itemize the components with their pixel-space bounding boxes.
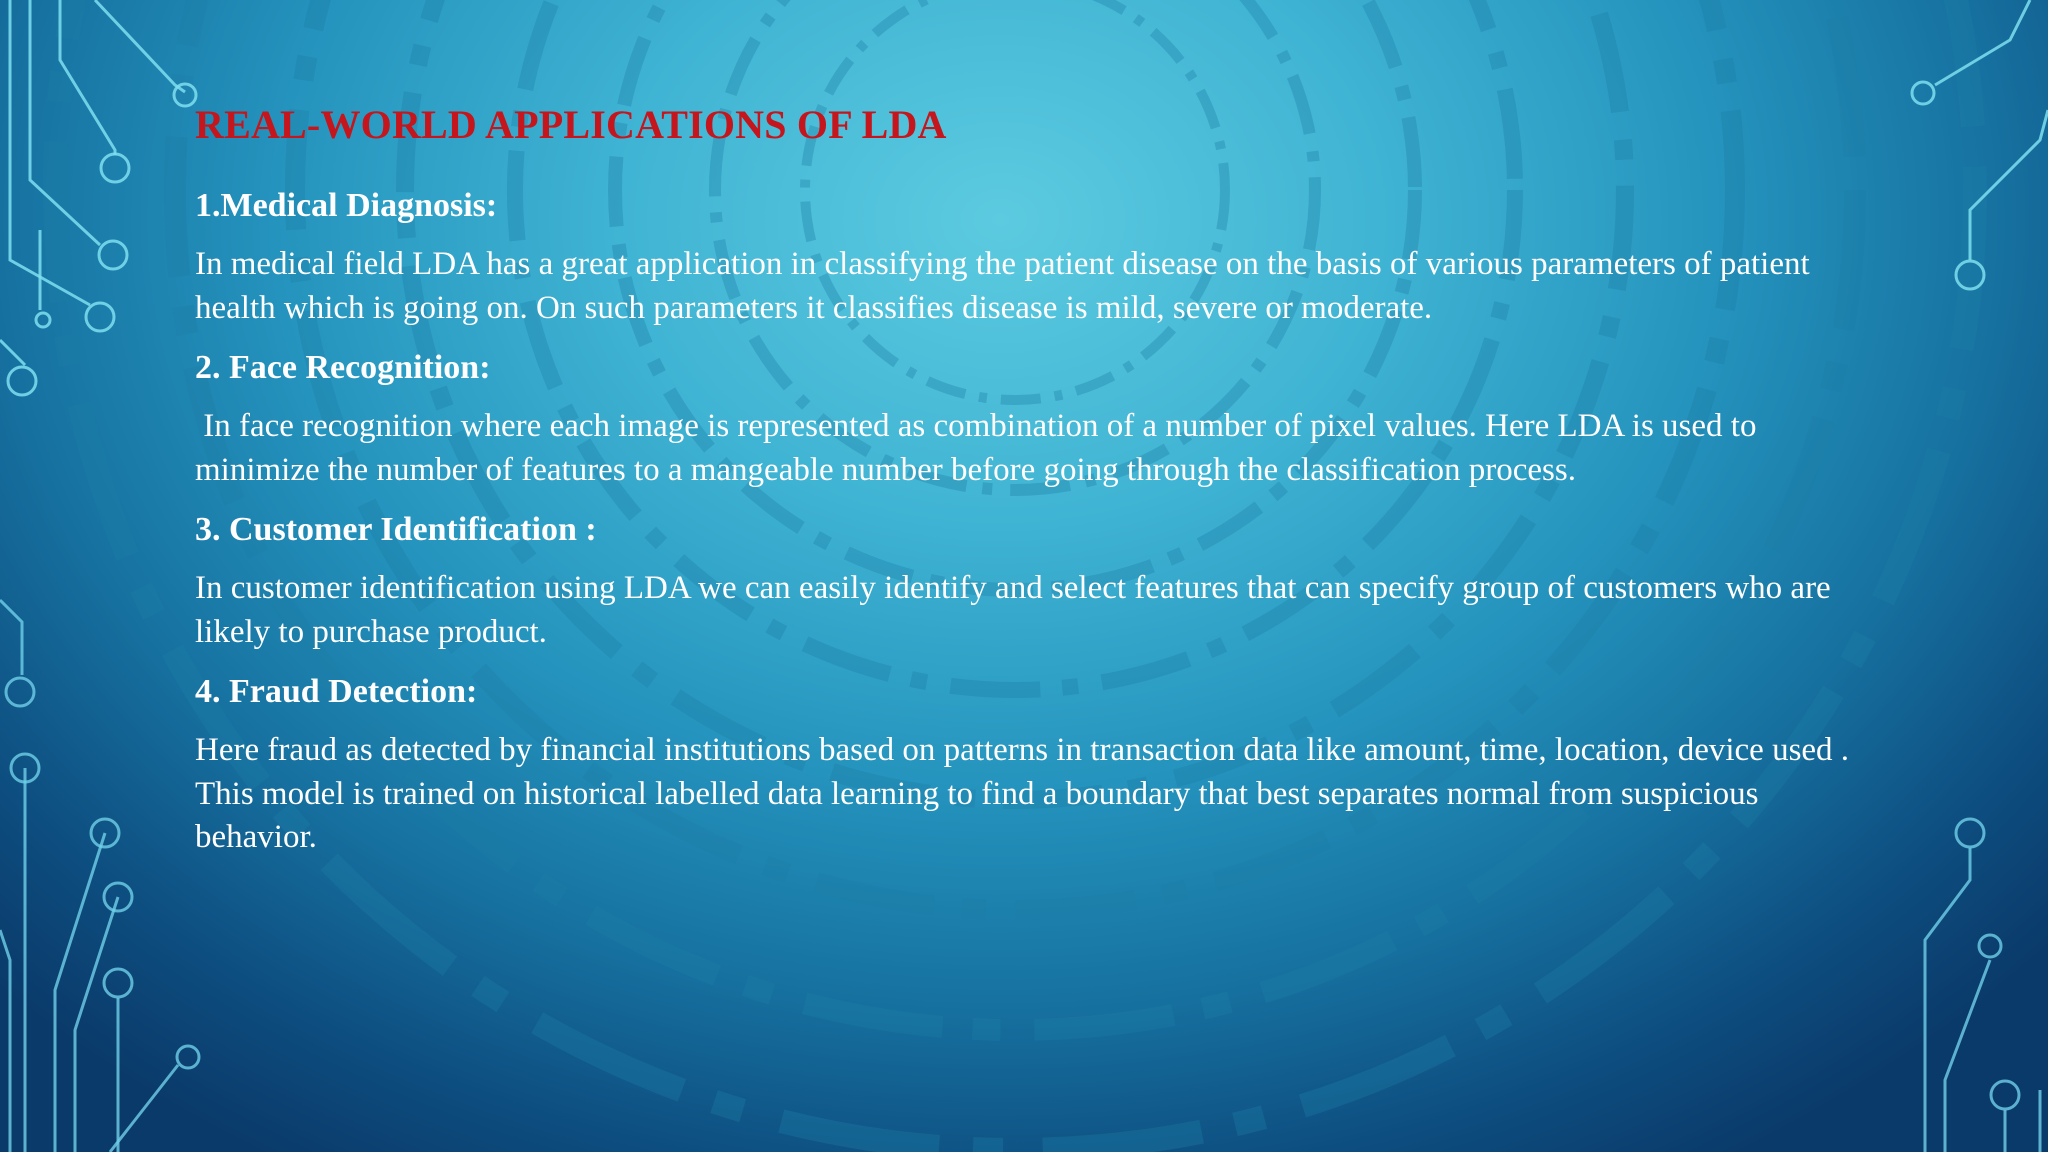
slide-content <box>195 96 1855 876</box>
section-body: Here fraud as detected by financial institutions based on patterns in transaction data like amount, time, location, device used . This model is trained on historical labelled data learning to find a boundary that best separates normal from suspicious behavior. <box>195 732 1850 855</box>
section-face-recognition <box>195 346 1855 492</box>
section-heading: 3. Customer Identification : <box>195 511 597 548</box>
section-heading: 4. Fraud Detection: <box>195 673 478 710</box>
section-fraud-detection <box>195 670 1855 860</box>
slide-title: REAL-WORLD APPLICATIONS OF LDA <box>195 102 947 147</box>
section-medical-diagnosis <box>195 184 1855 330</box>
section-customer-identification <box>195 508 1855 654</box>
circuit-right-bottom <box>1925 819 2040 1152</box>
section-heading: 1.Medical Diagnosis: <box>195 187 498 224</box>
section-heading: 2. Face Recognition: <box>195 349 491 386</box>
circuit-left-bottom <box>0 600 199 1152</box>
section-body: In customer identification using LDA we can easily identify and select features that can specify group of customers who are likely to purchase product. <box>195 570 1831 650</box>
section-body: In medical field LDA has a great application in classifying the patient disease on the basis of various parameters of patient health which is going on. On such parameters it classifies disease is mild, severe or moderate. <box>195 246 1810 326</box>
section-body: In face recognition where each image is represented as combination of a number of pixel values. Here LDA is used to minimize the number of features to a mangeable number before going through the classification process. <box>195 408 1765 488</box>
